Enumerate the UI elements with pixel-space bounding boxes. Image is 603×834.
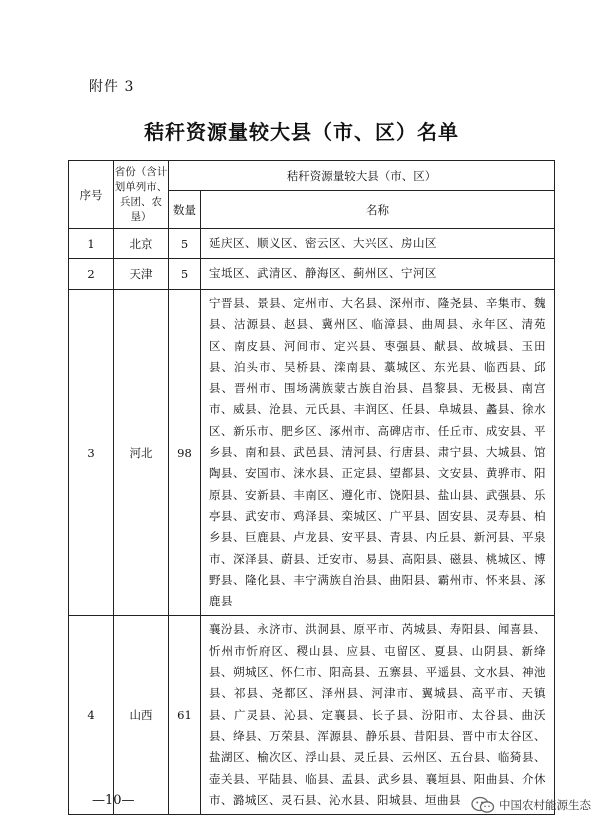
row-count: 61 <box>169 616 201 815</box>
table-row <box>69 290 555 616</box>
header-province: 省份（含计划单列市、兵团、农垦） <box>114 161 169 229</box>
header-count: 数量 <box>169 191 201 229</box>
table-row <box>69 229 555 259</box>
row-num: 3 <box>69 290 114 616</box>
header-name: 名称 <box>201 191 555 229</box>
row-province: 山西 <box>114 616 169 815</box>
header-group: 秸秆资源量较大县（市、区） <box>169 161 555 191</box>
row-count: 5 <box>169 229 201 259</box>
watermark-text: 中国农村能源生态 <box>499 798 591 812</box>
row-count: 98 <box>169 290 201 616</box>
row-names: 宝坻区、武清区、静海区、蓟州区、宁河区 <box>201 259 555 290</box>
row-province: 河北 <box>114 290 169 616</box>
wechat-icon <box>471 796 495 814</box>
row-num: 1 <box>69 229 114 259</box>
page-number: —10— <box>92 793 135 808</box>
row-province: 北京 <box>114 229 169 259</box>
row-count: 5 <box>169 259 201 290</box>
document-title: 秸秆资源量较大县（市、区）名单 <box>144 120 459 144</box>
row-province: 天津 <box>114 259 169 290</box>
watermark <box>471 796 591 814</box>
table-row <box>69 616 555 815</box>
row-names: 延庆区、顺义区、密云区、大兴区、房山区 <box>201 229 555 259</box>
row-num: 2 <box>69 259 114 290</box>
row-names: 宁晋县、景县、定州市、大名县、深州市、隆尧县、辛集市、魏县、沽源县、赵县、冀州区、临漳县、曲周县、永年区、清苑区、南皮县、河间市、定兴县、枣强县、献县、故城县、玉田县、泊头市、吴桥县、滦南县、藁城区、东光县、临西县、邱县、晋州市、围场满族蒙古族自治县、昌黎县、无极县、南宫市、威县、沧县、元氏县、丰润区、任县、阜城县、蠡县、徐水区、新乐市、肥乡区、涿州市、高碑店市、任丘市、成安县、平乡县、南和县、武邑县、清河县、行唐县、肃宁县、大城县、馆陶县、安国市、涞水县、正定县、望都县、文安县、黄骅市、阳原县、安新县、丰南区、遵化市、饶阳县、盐山县、武强县、乐亭县、武安市、鸡泽县、栾城区、广平县、固安县、灵寿县、柏乡县、巨鹿县、卢龙县、安平县、青县、内丘县、新河县、平泉市、深泽县、蔚县、迁安市、易县、高阳县、磁县、桃城区、博野县、隆化县、丰宁满族自治县、曲阳县、霸州市、怀来县、涿鹿县 <box>201 290 555 616</box>
attachment-label: 附件 3 <box>89 79 135 95</box>
table-row <box>69 259 555 290</box>
row-num: 4 <box>69 616 114 815</box>
row-names: 襄汾县、永济市、洪洞县、原平市、芮城县、寿阳县、闻喜县、忻州市忻府区、稷山县、应县、屯留区、夏县、山阴县、新绛县、朔城区、怀仁市、阳高县、五寨县、平遥县、文水县、神池县、祁县、尧都区、泽州县、河津市、翼城县、高平市、天镇县、广灵县、沁县、定襄县、长子县、汾阳市、太谷县、曲沃县、绛县、万荣县、浑源县、静乐县、昔阳县、晋中市太谷区、盐湖区、榆次区、浮山县、灵丘县、云州区、五台县、临猗县、壶关县、平陆县、临县、盂县、武乡县、襄垣县、阳曲县、介休市、潞城区、灵石县、沁水县、阳城县、垣曲县 <box>201 616 555 815</box>
header-num: 序号 <box>69 161 114 229</box>
header-row-1 <box>69 161 555 191</box>
county-table <box>68 160 555 815</box>
